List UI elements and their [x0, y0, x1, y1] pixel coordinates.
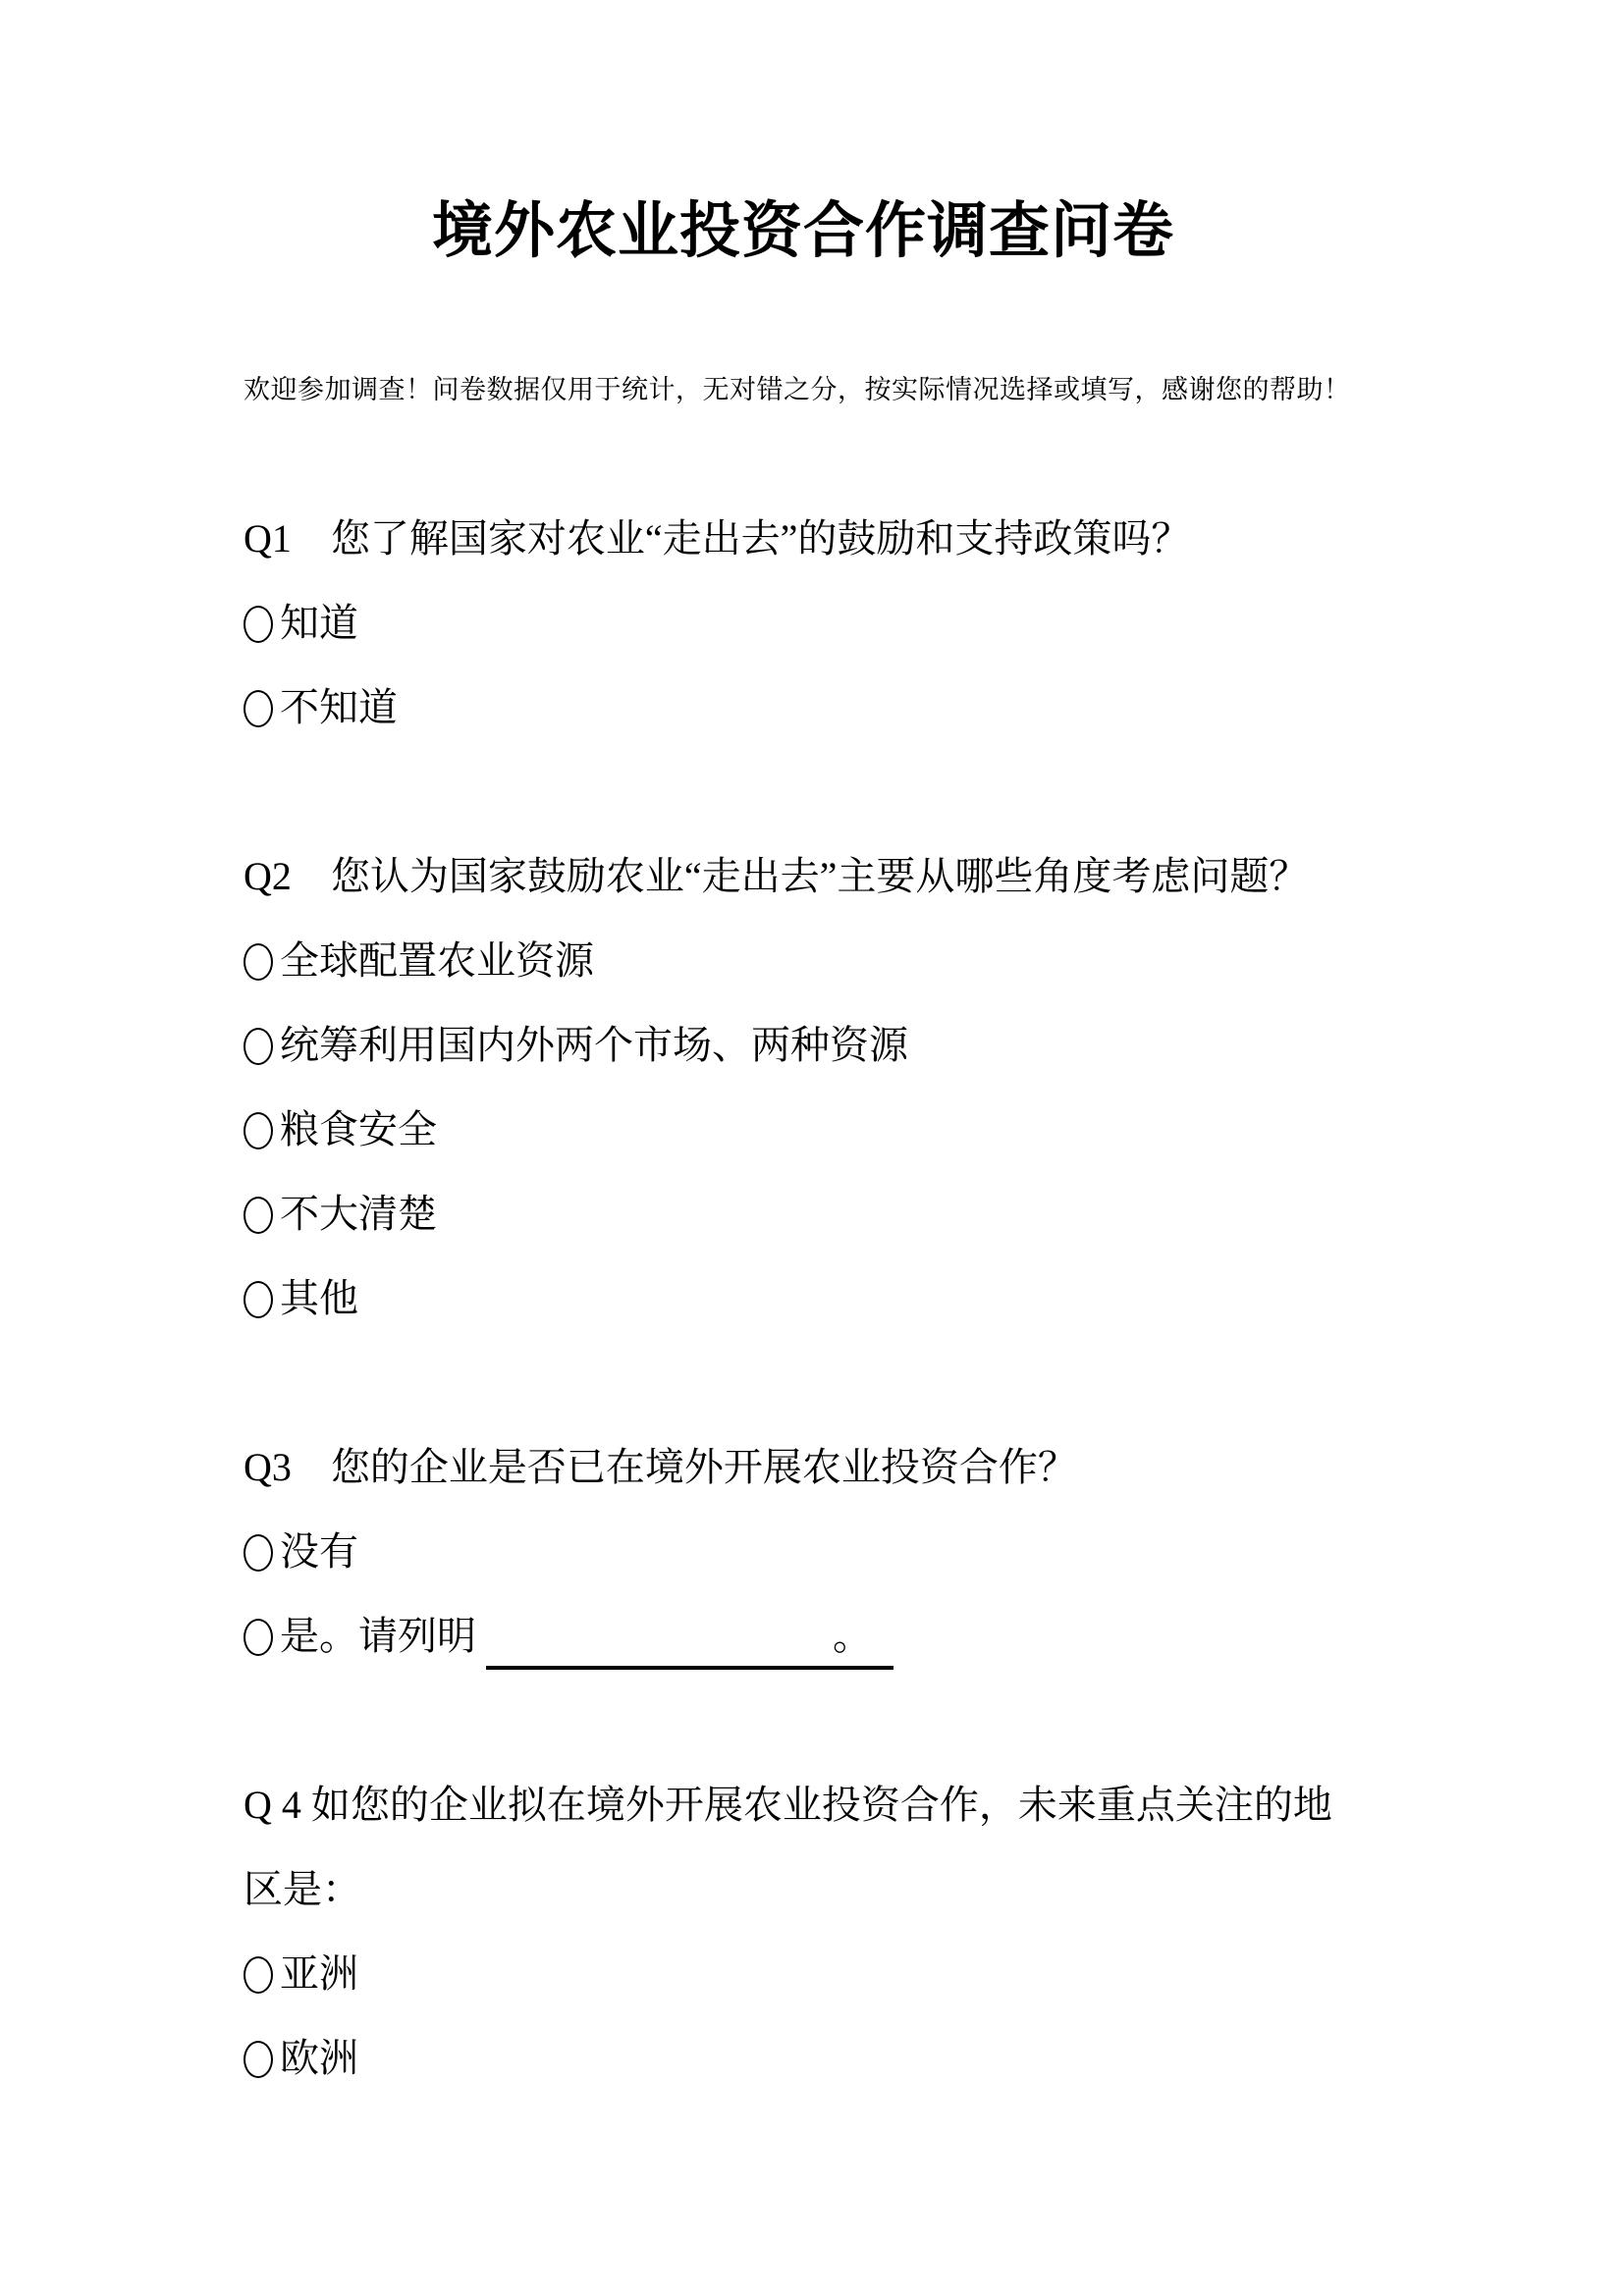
radio-option[interactable]	[244, 1256, 1363, 1341]
option-label: 没有	[280, 1529, 358, 1574]
option-label: 亚洲	[280, 1951, 358, 1996]
radio-circle-icon[interactable]	[244, 1112, 273, 1149]
radio-option[interactable]	[244, 666, 1363, 750]
blank-period: 。	[833, 1614, 872, 1658]
radio-option[interactable]	[244, 1172, 1363, 1256]
radio-option[interactable]	[244, 1594, 1363, 1679]
option-label: 粮食安全	[280, 1107, 437, 1151]
radio-circle-icon[interactable]	[244, 2041, 273, 2078]
radio-option[interactable]	[244, 2016, 1363, 2101]
radio-circle-icon[interactable]	[244, 1028, 273, 1065]
question-text: Q 4 如您的企业拟在境外开展农业投资合作，未来重点关注的地区是：	[244, 1783, 1332, 1911]
radio-circle-icon[interactable]	[244, 943, 273, 981]
radio-circle-icon[interactable]	[244, 1534, 273, 1572]
option-label: 不大清楚	[280, 1192, 437, 1236]
radio-option[interactable]	[244, 1088, 1363, 1172]
radio-circle-icon[interactable]	[244, 1956, 273, 1994]
radio-option[interactable]	[244, 1510, 1363, 1594]
fill-in-blank[interactable]	[486, 1607, 893, 1670]
radio-circle-icon[interactable]	[244, 1281, 273, 1318]
question-block	[244, 497, 1363, 750]
radio-option[interactable]	[244, 581, 1363, 666]
option-label: 欧洲	[280, 2036, 358, 2080]
radio-circle-icon[interactable]	[244, 1197, 273, 1234]
option-label: 统筹利用国内外两个市场、两种资源	[280, 1023, 908, 1067]
document-content	[244, 190, 1363, 2101]
radio-option[interactable]	[244, 919, 1363, 1003]
question-block	[244, 1763, 1363, 2101]
option-label: 知道	[280, 601, 358, 645]
radio-option[interactable]	[244, 1003, 1363, 1088]
radio-circle-icon[interactable]	[244, 1619, 273, 1656]
option-label: 是。请列明	[280, 1614, 476, 1658]
intro-text: 欢迎参加调查！问卷数据仅用于统计，无对错之分，按实际情况选择或填写，感谢您的帮助！	[244, 375, 1351, 404]
page-title: 境外农业投资合作调查问卷	[431, 197, 1174, 265]
question-block	[244, 1425, 1363, 1679]
question-block	[244, 834, 1363, 1341]
question-list	[244, 497, 1363, 2101]
question-text: Q2 您认为国家鼓励农业“走出去”主要从哪些角度考虑问题？	[244, 854, 1309, 898]
radio-circle-icon[interactable]	[244, 690, 273, 727]
option-label: 其他	[280, 1276, 358, 1320]
radio-circle-icon[interactable]	[244, 606, 273, 643]
option-label: 全球配置农业资源	[280, 938, 594, 983]
question-text: Q1 您了解国家对农业“走出去”的鼓励和支持政策吗？	[244, 516, 1191, 561]
question-text: Q3 您的企业是否已在境外开展农业投资合作？	[244, 1445, 1077, 1489]
option-label: 不知道	[280, 685, 398, 729]
radio-option[interactable]	[244, 1932, 1363, 2016]
